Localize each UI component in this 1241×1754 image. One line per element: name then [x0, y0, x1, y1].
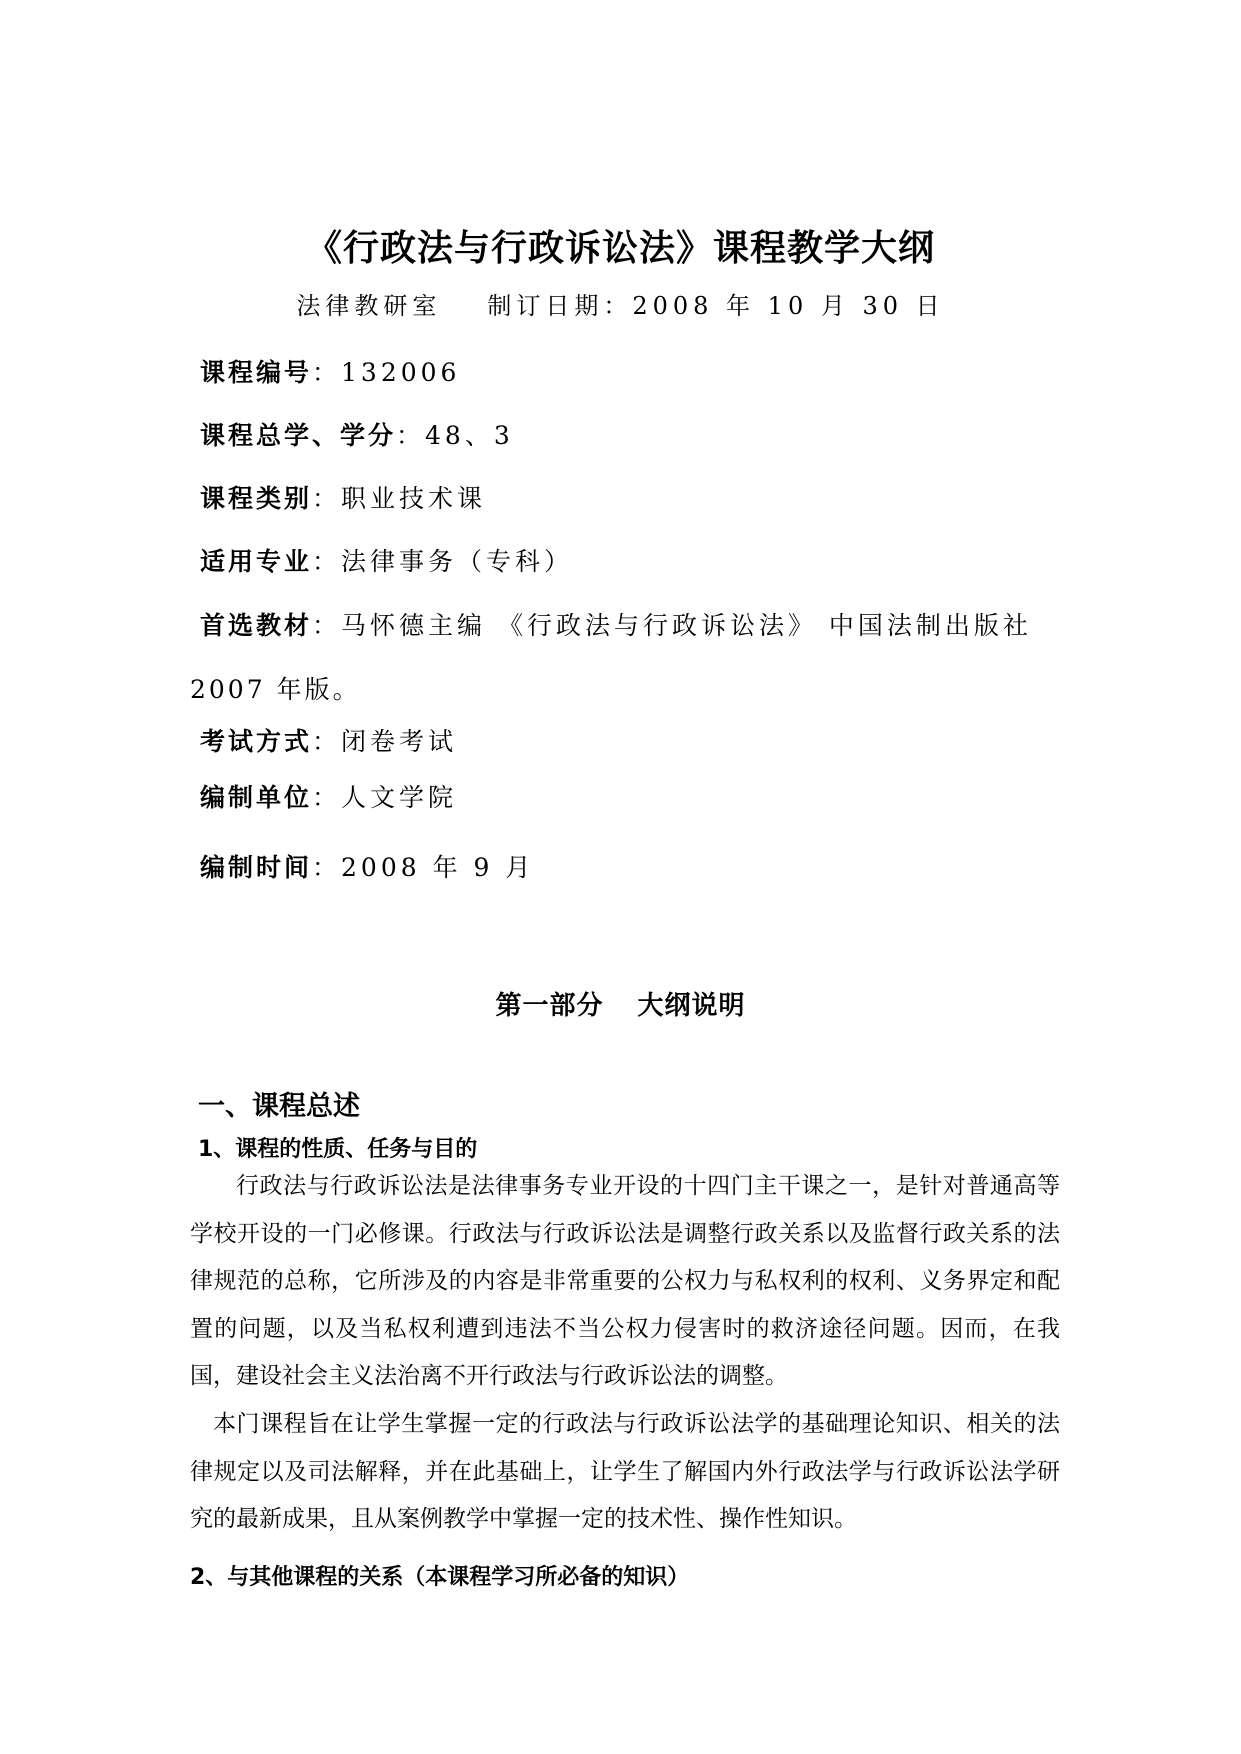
field-label: 课程类别 — [200, 484, 313, 513]
revision-date: 制订日期：2008 年 10 月 30 日 — [487, 292, 945, 320]
field-category — [200, 479, 486, 515]
department-name: 法律教研室 — [296, 292, 442, 320]
field-value: ：职业技术课 — [312, 484, 487, 513]
part-heading — [0, 985, 1241, 1022]
field-value: ：闭卷考试 — [312, 727, 458, 756]
field-value: ：法律事务（专科） — [312, 547, 574, 576]
paragraph-2: 本门课程旨在让学生掌握一定的行政法与行政诉讼法学的基础理论知识、相关的法律规定以及司法解释，并在此基础上，让学生了解国内外行政法学与行政诉讼法学研究的最新成果，且从案例教学中掌握一定的技术性、操作性知识。 — [190, 1411, 1060, 1532]
section-heading: 一、课程总述 — [198, 1091, 360, 1122]
field-major — [200, 542, 573, 578]
document-title: 《行政法与行政诉讼法》课程教学大纲 — [305, 228, 935, 269]
field-label: 考试方式 — [200, 727, 313, 756]
subsection-heading-2: 2、与其他课程的关系（本课程学习所必备的知识） — [190, 1565, 690, 1590]
field-label: 编制单位 — [200, 783, 313, 812]
subsection-heading-1: 1、课程的性质、任务与目的 — [198, 1137, 478, 1162]
field-value: ：132006 — [312, 358, 461, 387]
field-value: ：人文学院 — [312, 783, 458, 812]
field-textbook — [200, 606, 1032, 642]
field-unit — [200, 778, 457, 814]
field-value: ：2008 年 9 月 — [312, 853, 535, 882]
field-label: 适用专业 — [200, 547, 313, 576]
field-time — [200, 848, 534, 884]
field-label: 课程编号 — [200, 358, 313, 387]
field-value: ：马怀德主编 《行政法与行政诉讼法》 中国法制出版社 — [312, 611, 1032, 640]
field-hours-credits — [200, 416, 514, 452]
field-label: 课程总学、学分 — [200, 421, 397, 450]
field-value: ：48、3 — [396, 421, 514, 450]
field-textbook-continuation: 2007 年版。 — [190, 675, 361, 704]
field-label: 编制时间 — [200, 853, 313, 882]
paragraph-1: 行政法与行政诉讼法是法律事务专业开设的十四门主干课之一，是针对普通高等学校开设的一门必修课。行政法与行政诉讼法是调整行政关系以及监督行政关系的法律规范的总称，它所涉及的内容是非常重要的公权力与私权利的权利、义务界定和配置的问题，以及当私权利遭到违法不当公权力侵害时的救济途径问题。因而，在我国，建设社会主义法治离不开行政法与行政诉讼法的调整。 — [190, 1173, 1060, 1389]
field-label: 首选教材 — [200, 611, 313, 640]
document-subtitle — [0, 286, 1241, 321]
part-title: 大纲说明 — [637, 991, 746, 1021]
part-number: 第一部分 — [495, 991, 604, 1021]
field-exam — [200, 722, 457, 758]
field-course-code — [200, 353, 460, 389]
